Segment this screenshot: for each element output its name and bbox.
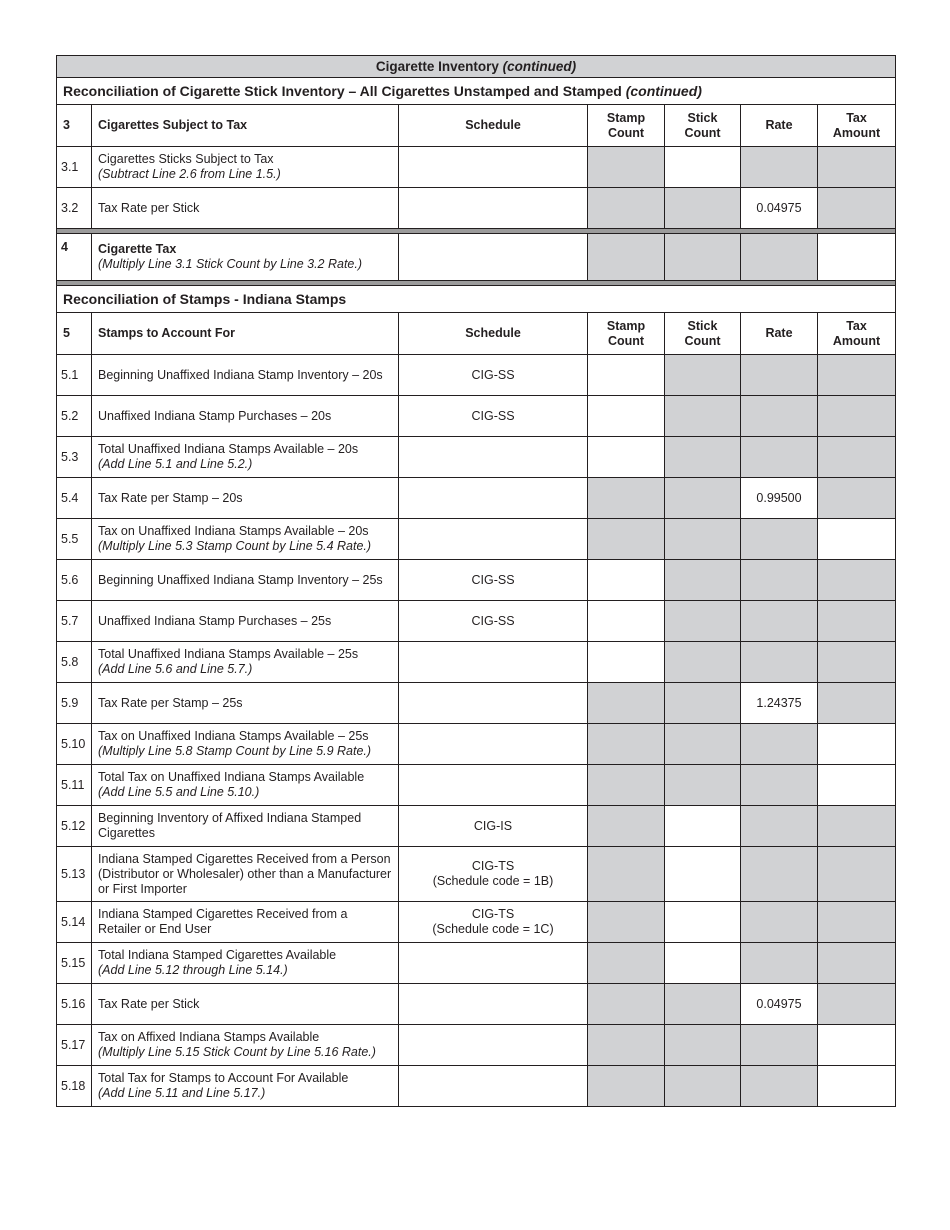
line-number: 5.12 [57, 806, 92, 847]
schedule-cell [399, 234, 588, 281]
stick-count-input[interactable] [665, 943, 741, 984]
stamp-count-cell-disabled [588, 943, 665, 984]
form-row-5-4 [57, 478, 896, 519]
stamp-count-cell-disabled [588, 902, 665, 943]
line-number: 3.2 [57, 188, 92, 229]
line-description: Tax Rate per Stick [92, 984, 399, 1025]
schedule-cell: CIG-SS [399, 601, 588, 642]
line-description: Tax on Unaffixed Indiana Stamps Available – 25s (Multiply Line 5.8 Stamp Count by Line 5.9 Rate.) [92, 724, 399, 765]
line-number: 5.9 [57, 683, 92, 724]
line-description: Unaffixed Indiana Stamp Purchases – 25s [92, 601, 399, 642]
line-number: 5.5 [57, 519, 92, 560]
rate-cell-disabled [741, 1025, 818, 1066]
rate-cell-disabled [741, 847, 818, 902]
tax-amount-cell-disabled [818, 355, 896, 396]
stick-count-cell-disabled [665, 1066, 741, 1107]
line-description: Beginning Unaffixed Indiana Stamp Inventory – 25s [92, 560, 399, 601]
line-number: 5.14 [57, 902, 92, 943]
stamp-count-cell-disabled [588, 478, 665, 519]
form-row-5-9 [57, 683, 896, 724]
rate-value: 0.04975 [741, 984, 818, 1025]
stamp-count-input[interactable] [588, 437, 665, 478]
schedule-cell [399, 943, 588, 984]
stamp-count-header: Stamp Count [588, 313, 665, 355]
tax-amount-header: Tax Amount [818, 313, 896, 355]
tax-amount-input[interactable] [818, 234, 896, 281]
line-number: 5.6 [57, 560, 92, 601]
line-description: Beginning Unaffixed Indiana Stamp Inventory – 20s [92, 355, 399, 396]
line-description: Cigarettes Sticks Subject to Tax (Subtract Line 2.6 from Line 1.5.) [92, 147, 399, 188]
rate-cell-disabled [741, 147, 818, 188]
stamp-count-input[interactable] [588, 642, 665, 683]
section-title: Reconciliation of Stamps - Indiana Stamps [57, 286, 896, 313]
form-row-5-6 [57, 560, 896, 601]
line-description: Tax Rate per Stamp – 25s [92, 683, 399, 724]
column-header-row [57, 313, 896, 355]
form-row-4 [57, 234, 896, 281]
line-description: Tax Rate per Stick [92, 188, 399, 229]
rate-cell-disabled [741, 765, 818, 806]
stick-count-cell-disabled [665, 601, 741, 642]
line-number: 5.7 [57, 601, 92, 642]
line-description: Total Unaffixed Indiana Stamps Available – 20s (Add Line 5.1 and Line 5.2.) [92, 437, 399, 478]
tax-amount-cell-disabled [818, 847, 896, 902]
stamp-count-cell-disabled [588, 806, 665, 847]
line-number: 4 [57, 234, 92, 281]
form-row-5-11 [57, 765, 896, 806]
form-title-row [57, 56, 896, 78]
line-description: Total Tax on Unaffixed Indiana Stamps Available (Add Line 5.5 and Line 5.10.) [92, 765, 399, 806]
schedule-header: Schedule [399, 105, 588, 147]
line-number: 5.3 [57, 437, 92, 478]
tax-amount-cell-disabled [818, 902, 896, 943]
schedule-cell [399, 188, 588, 229]
stick-count-cell-disabled [665, 683, 741, 724]
tax-amount-cell-disabled [818, 188, 896, 229]
schedule-cell: CIG-SS [399, 355, 588, 396]
schedule-cell [399, 147, 588, 188]
line-heading: Stamps to Account For [92, 313, 399, 355]
form-row-5-12 [57, 806, 896, 847]
schedule-cell [399, 724, 588, 765]
rate-value: 0.04975 [741, 188, 818, 229]
line-number: 3.1 [57, 147, 92, 188]
line-number: 5.13 [57, 847, 92, 902]
rate-cell-disabled [741, 234, 818, 281]
stamp-count-cell-disabled [588, 234, 665, 281]
tax-amount-cell-disabled [818, 806, 896, 847]
line-description: Beginning Inventory of Affixed Indiana Stamped Cigarettes [92, 806, 399, 847]
section-heading-stick-inventory [57, 78, 896, 105]
schedule-cell [399, 984, 588, 1025]
schedule-cell: CIG-IS [399, 806, 588, 847]
form-row-5-5 [57, 519, 896, 560]
rate-value: 0.99500 [741, 478, 818, 519]
section-title: Reconciliation of Cigarette Stick Inventory – All Cigarettes Unstamped and Stamped (continued) [57, 78, 896, 105]
form-row-5-15 [57, 943, 896, 984]
section-heading-indiana-stamps [57, 286, 896, 313]
stamp-count-cell-disabled [588, 147, 665, 188]
stamp-count-cell-disabled [588, 724, 665, 765]
stick-count-input[interactable] [665, 847, 741, 902]
schedule-cell: CIG-TS (Schedule code = 1C) [399, 902, 588, 943]
tax-amount-cell-disabled [818, 478, 896, 519]
stick-count-input[interactable] [665, 902, 741, 943]
column-header-row [57, 105, 896, 147]
line-number: 5.11 [57, 765, 92, 806]
stick-count-cell-disabled [665, 355, 741, 396]
tax-amount-input[interactable] [818, 1025, 896, 1066]
form-row-5-3 [57, 437, 896, 478]
stamp-count-input[interactable] [588, 396, 665, 437]
form-row-5-8 [57, 642, 896, 683]
stamp-count-input[interactable] [588, 560, 665, 601]
stick-count-cell-disabled [665, 642, 741, 683]
line-number: 5.18 [57, 1066, 92, 1107]
rate-cell-disabled [741, 601, 818, 642]
stick-count-header: Stick Count [665, 313, 741, 355]
form-row-5-14 [57, 902, 896, 943]
tax-amount-cell-disabled [818, 147, 896, 188]
stick-count-cell-disabled [665, 188, 741, 229]
rate-cell-disabled [741, 642, 818, 683]
stick-count-cell-disabled [665, 396, 741, 437]
tax-amount-cell-disabled [818, 601, 896, 642]
form-row-5-17 [57, 1025, 896, 1066]
schedule-cell: CIG-TS (Schedule code = 1B) [399, 847, 588, 902]
line-number: 3 [57, 105, 92, 147]
stamp-count-cell-disabled [588, 1066, 665, 1107]
stick-count-cell-disabled [665, 478, 741, 519]
stamp-count-input[interactable] [588, 355, 665, 396]
tax-amount-cell-disabled [818, 683, 896, 724]
rate-cell-disabled [741, 355, 818, 396]
tax-amount-input[interactable] [818, 519, 896, 560]
stick-count-cell-disabled [665, 1025, 741, 1066]
schedule-cell [399, 437, 588, 478]
schedule-cell [399, 642, 588, 683]
stick-count-cell-disabled [665, 984, 741, 1025]
tax-amount-input[interactable] [818, 1066, 896, 1107]
form-row-3-2 [57, 188, 896, 229]
tax-amount-header: Tax Amount [818, 105, 896, 147]
stamp-count-cell-disabled [588, 188, 665, 229]
schedule-header: Schedule [399, 313, 588, 355]
form-row-5-10 [57, 724, 896, 765]
line-number: 5.15 [57, 943, 92, 984]
tax-amount-cell-disabled [818, 396, 896, 437]
stick-count-input[interactable] [665, 147, 741, 188]
stick-count-input[interactable] [665, 806, 741, 847]
line-description: Tax on Unaffixed Indiana Stamps Available – 20s (Multiply Line 5.3 Stamp Count by Line 5.4 Rate.) [92, 519, 399, 560]
line-description: Total Tax for Stamps to Account For Available (Add Line 5.11 and Line 5.17.) [92, 1066, 399, 1107]
cigarette-inventory-form [56, 55, 896, 1107]
line-number: 5.4 [57, 478, 92, 519]
stamp-count-header: Stamp Count [588, 105, 665, 147]
line-description: Cigarette Tax (Multiply Line 3.1 Stick Count by Line 3.2 Rate.) [92, 234, 399, 281]
schedule-cell [399, 683, 588, 724]
tax-amount-cell-disabled [818, 943, 896, 984]
rate-header: Rate [741, 105, 818, 147]
line-number: 5.16 [57, 984, 92, 1025]
rate-cell-disabled [741, 1066, 818, 1107]
stick-count-cell-disabled [665, 724, 741, 765]
tax-amount-input[interactable] [818, 765, 896, 806]
form-row-5-2 [57, 396, 896, 437]
rate-cell-disabled [741, 437, 818, 478]
stamp-count-cell-disabled [588, 984, 665, 1025]
rate-cell-disabled [741, 943, 818, 984]
line-description: Total Unaffixed Indiana Stamps Available – 25s (Add Line 5.6 and Line 5.7.) [92, 642, 399, 683]
form-row-5-18 [57, 1066, 896, 1107]
stick-count-cell-disabled [665, 765, 741, 806]
line-description: Indiana Stamped Cigarettes Received from a Person (Distributor or Wholesaler) other than a Manufacturer or First Importer [92, 847, 399, 902]
line-description: Tax on Affixed Indiana Stamps Available (Multiply Line 5.15 Stick Count by Line 5.16 Rate.) [92, 1025, 399, 1066]
form-row-3-1 [57, 147, 896, 188]
rate-cell-disabled [741, 902, 818, 943]
line-number: 5.10 [57, 724, 92, 765]
stick-count-cell-disabled [665, 519, 741, 560]
stick-count-cell-disabled [665, 560, 741, 601]
schedule-cell [399, 1025, 588, 1066]
rate-header: Rate [741, 313, 818, 355]
line-description: Tax Rate per Stamp – 20s [92, 478, 399, 519]
line-number: 5.17 [57, 1025, 92, 1066]
stamp-count-cell-disabled [588, 847, 665, 902]
stamp-count-input[interactable] [588, 601, 665, 642]
schedule-cell [399, 519, 588, 560]
stamp-count-cell-disabled [588, 519, 665, 560]
line-heading: Cigarettes Subject to Tax [92, 105, 399, 147]
schedule-cell [399, 765, 588, 806]
stick-count-header: Stick Count [665, 105, 741, 147]
stamp-count-cell-disabled [588, 765, 665, 806]
tax-amount-input[interactable] [818, 724, 896, 765]
tax-amount-cell-disabled [818, 437, 896, 478]
tax-amount-cell-disabled [818, 642, 896, 683]
schedule-cell: CIG-SS [399, 396, 588, 437]
rate-value: 1.24375 [741, 683, 818, 724]
rate-cell-disabled [741, 396, 818, 437]
tax-amount-cell-disabled [818, 560, 896, 601]
rate-cell-disabled [741, 724, 818, 765]
stick-count-cell-disabled [665, 234, 741, 281]
form-title: Cigarette Inventory (continued) [57, 56, 896, 78]
line-description: Indiana Stamped Cigarettes Received from a Retailer or End User [92, 902, 399, 943]
rate-cell-disabled [741, 519, 818, 560]
line-number: 5.2 [57, 396, 92, 437]
form-row-5-13 [57, 847, 896, 902]
line-number: 5.1 [57, 355, 92, 396]
form-row-5-1 [57, 355, 896, 396]
line-number: 5.8 [57, 642, 92, 683]
schedule-cell [399, 1066, 588, 1107]
rate-cell-disabled [741, 806, 818, 847]
stamp-count-cell-disabled [588, 683, 665, 724]
line-description: Unaffixed Indiana Stamp Purchases – 20s [92, 396, 399, 437]
stamp-count-cell-disabled [588, 1025, 665, 1066]
schedule-cell [399, 478, 588, 519]
line-description: Total Indiana Stamped Cigarettes Available (Add Line 5.12 through Line 5.14.) [92, 943, 399, 984]
stick-count-cell-disabled [665, 437, 741, 478]
rate-cell-disabled [741, 560, 818, 601]
schedule-cell: CIG-SS [399, 560, 588, 601]
line-number: 5 [57, 313, 92, 355]
tax-amount-cell-disabled [818, 984, 896, 1025]
form-row-5-16 [57, 984, 896, 1025]
form-row-5-7 [57, 601, 896, 642]
